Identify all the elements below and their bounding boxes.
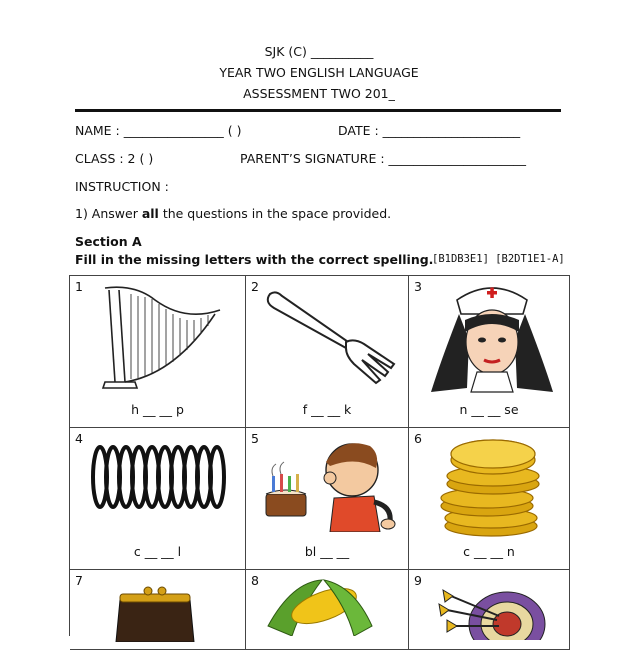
- instruction-prefix: 1) Answer: [75, 206, 142, 221]
- instruction-text: [75, 206, 391, 221]
- dartboard-icon: [427, 580, 547, 640]
- answer-word[interactable]: f __ __ k: [302, 402, 352, 417]
- coins-icon: [435, 434, 549, 538]
- answer-word[interactable]: bl __ __: [304, 544, 350, 559]
- question-number: 7: [75, 573, 83, 588]
- header-divider: [75, 109, 561, 112]
- school-line: SJK (C) __________: [264, 44, 374, 59]
- question-number: 4: [75, 431, 83, 446]
- question-number: 5: [251, 431, 259, 446]
- fork-icon: [264, 286, 399, 386]
- nurse-icon: [427, 280, 557, 396]
- harp-icon: [95, 282, 225, 390]
- answer-word[interactable]: c __ __ n: [463, 544, 515, 559]
- coil-icon: [90, 442, 228, 512]
- question-cell: [70, 428, 246, 570]
- purse-icon: [110, 582, 200, 642]
- question-number: 8: [251, 573, 259, 588]
- question-cell: [409, 428, 570, 570]
- section-title: Section A: [75, 234, 142, 249]
- question-grid: [69, 275, 570, 636]
- question-number: 1: [75, 279, 83, 294]
- question-cell: [246, 428, 409, 570]
- instruction-label: INSTRUCTION :: [75, 179, 169, 194]
- answer-word[interactable]: c __ __ l: [133, 544, 182, 559]
- question-number: 2: [251, 279, 259, 294]
- question-cell: [246, 276, 409, 428]
- question-cell: [70, 570, 246, 650]
- blow-candles-icon: [260, 432, 400, 532]
- date-field[interactable]: DATE : ______________________: [338, 123, 521, 138]
- question-number: 3: [414, 279, 422, 294]
- answer-word[interactable]: h __ __ p: [131, 402, 184, 417]
- assessment-title: ASSESSMENT TWO 201_: [243, 86, 395, 101]
- question-cell: [246, 570, 409, 650]
- answer-word[interactable]: n __ __ se: [459, 402, 519, 417]
- name-field[interactable]: NAME : ________________ ( ): [75, 123, 242, 138]
- class-field[interactable]: CLASS : 2 ( ): [75, 151, 154, 166]
- question-number: 9: [414, 573, 422, 588]
- instruction-suffix: the questions in the space provided.: [158, 206, 392, 221]
- curriculum-codes: [B1DB3E1] [B2DT1E1-A]: [432, 253, 565, 265]
- question-number: 6: [414, 431, 422, 446]
- question-cell: [409, 570, 570, 650]
- question-cell: [70, 276, 246, 428]
- instruction-emphasis: all: [141, 206, 159, 221]
- task-instruction: Fill in the missing letters with the correct spelling.: [75, 252, 434, 267]
- question-cell: [409, 276, 570, 428]
- signature-field[interactable]: PARENT’S SIGNATURE : ______________________: [240, 151, 527, 166]
- corn-icon: [262, 576, 382, 636]
- subject-title: YEAR TWO ENGLISH LANGUAGE: [219, 65, 419, 80]
